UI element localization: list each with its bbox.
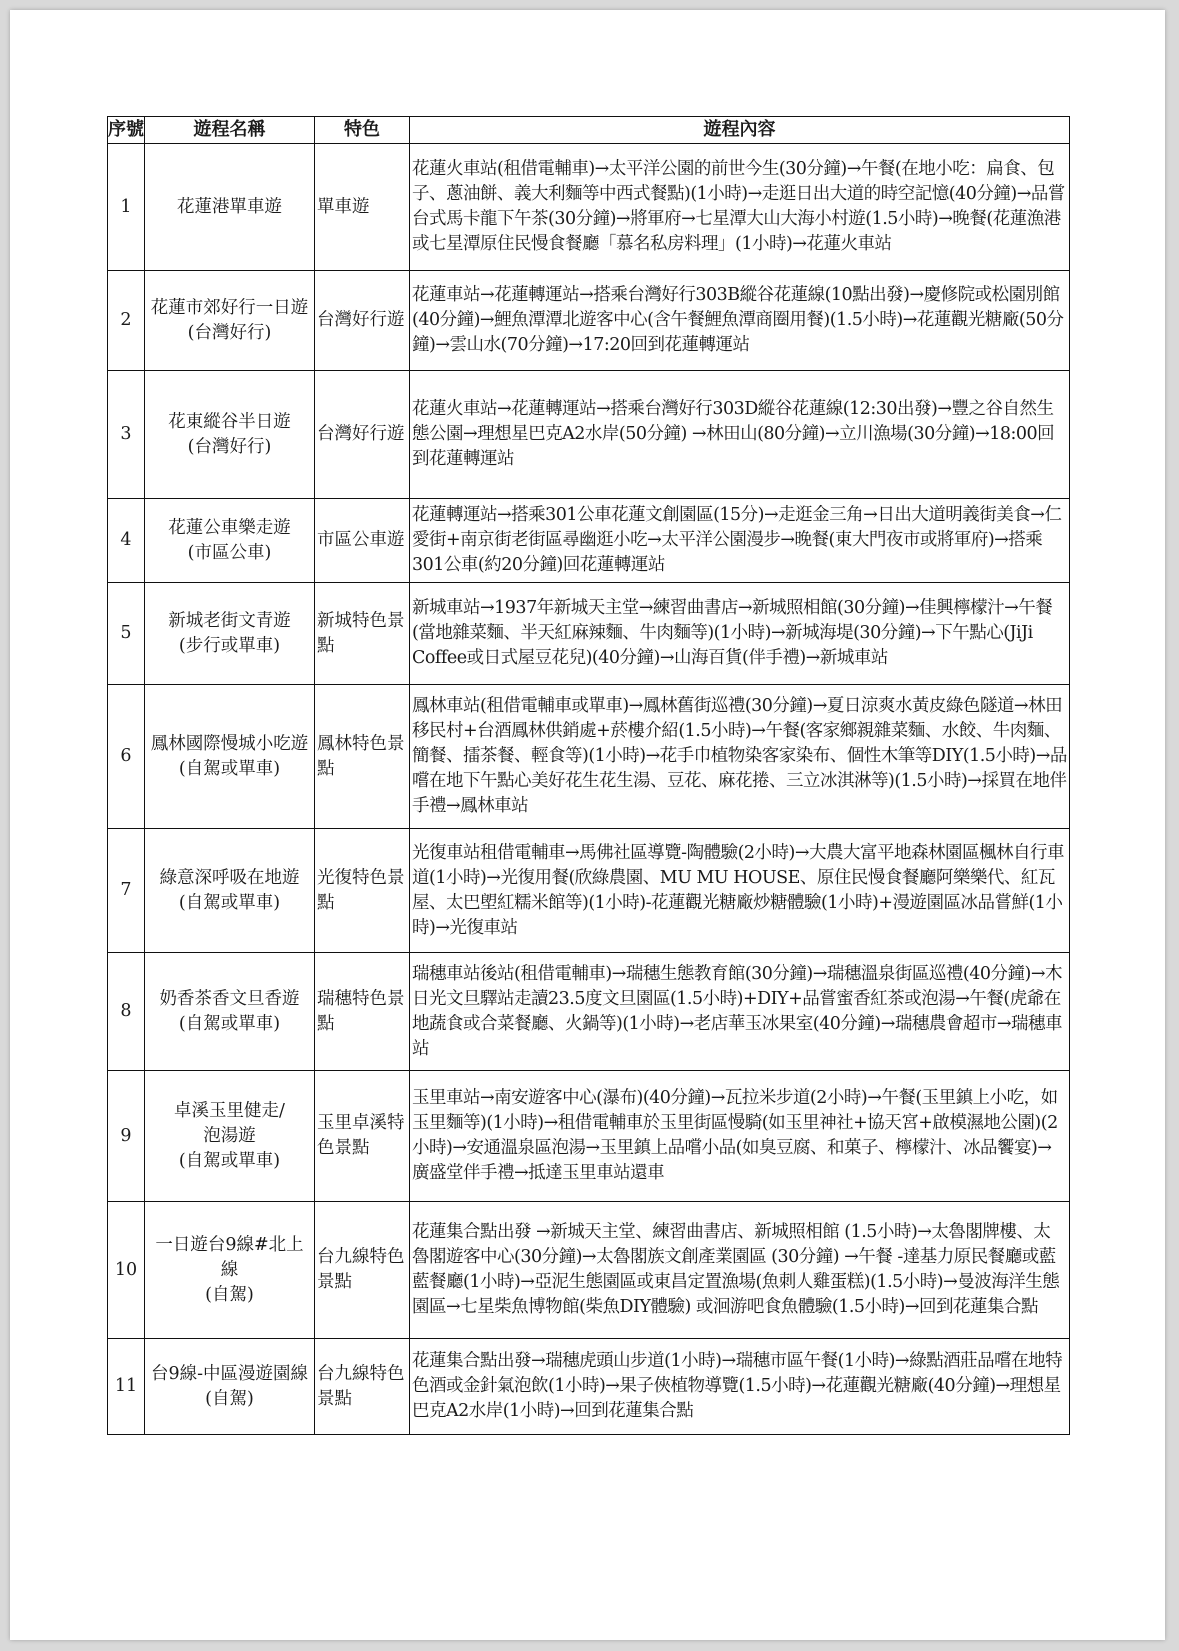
row-name: 鳳林國際慢城小吃遊 (自駕或單車) [145,685,315,829]
header-num: 序號 [108,117,145,144]
row-num: 9 [108,1071,145,1202]
row-name: 一日遊台9線#北上線 (自駕) [145,1202,315,1339]
row-content: 瑞穗車站後站(租借電輔車)→瑞穗生態教育館(30分鐘)→瑞穗溫泉街區巡禮(40分鐘)→木日光文旦驛站走讀23.5度文旦園區(1.5小時)+DIY+品嘗蜜香紅茶或泡湯→午餐(虎爺在地蔬食或合菜餐廳、火鍋等)(1小時)→老店華玉冰果室(40分鐘)→瑞穗農會超市→瑞穗車站 [410,953,1070,1071]
header-name: 遊程名稱 [145,117,315,144]
row-content: 花蓮車站→花蓮轉運站→搭乘台灣好行303B縱谷花蓮線(10點出發)→慶修院或松園別館(40分鐘)→鯉魚潭潭北遊客中心(含午餐鯉魚潭商圈用餐)(1.5小時)→花蓮觀光糖廠(50分鐘)→雲山水(70分鐘)→17:20回到花蓮轉運站 [410,271,1070,371]
row-feature: 台九線特色景點 [315,1202,410,1339]
row-content: 花蓮火車站→花蓮轉運站→搭乘台灣好行303D縱谷花蓮線(12:30出發)→豐之谷自然生態公園→理想星巴克A2水岸(50分鐘) →林田山(80分鐘)→立川漁場(30分鐘)→18:00回到花蓮轉運站 [410,371,1070,499]
row-feature: 市區公車遊 [315,499,410,583]
table-row [108,953,1070,1071]
row-num: 2 [108,271,145,371]
row-num: 1 [108,144,145,271]
row-content: 花蓮集合點出發 →新城天主堂、練習曲書店、新城照相館 (1.5小時)→太魯閣牌樓、太魯閣遊客中心(30分鐘)→太魯閣族文創產業園區 (30分鐘) →午餐 -達基力原民餐廳或藍藍餐廳(1小時)→亞泥生態園區或東昌定置漁場(魚刺人雞蛋糕)(1.5小時)→曼波海洋生態園區→七星柴魚博物館(柴魚DIY體驗) 或洄游吧食魚體驗(1.5小時)→回到花蓮集合點 [410,1202,1070,1339]
row-name: 卓溪玉里健走/ 泡湯遊 (自駕或單車) [145,1071,315,1202]
row-num: 4 [108,499,145,583]
header-content: 遊程內容 [410,117,1070,144]
table-row [108,1339,1070,1435]
table-row [108,144,1070,271]
table-row [108,685,1070,829]
table-row [108,583,1070,685]
row-name: 花蓮公車樂走遊 (市區公車) [145,499,315,583]
row-content: 花蓮轉運站→搭乘301公車花蓮文創園區(15分)→走逛金三角→日出大道明義街美食→仁愛街+南京街老街區尋幽逛小吃→太平洋公園漫步→晚餐(東大門夜市或將軍府)→搭乘301公車(約20分鐘)回花蓮轉運站 [410,499,1070,583]
row-num: 3 [108,371,145,499]
table-row [108,1202,1070,1339]
row-num: 6 [108,685,145,829]
row-name: 綠意深呼吸在地遊 (自駕或單車) [145,829,315,953]
row-content: 光復車站租借電輔車→馬佛社區導覽-陶體驗(2小時)→大農大富平地森林園區楓林自行車道(1小時)→光復用餐(欣綠農園、MU MU HOUSE、原住民慢食餐廳阿樂樂代、紅瓦屋、太巴塱紅糯米館等)(1小時)-花蓮觀光糖廠炒糖體驗(1小時)+漫遊園區冰品嘗鮮(1小時)→光復車站 [410,829,1070,953]
row-content: 新城車站→1937年新城天主堂→練習曲書店→新城照相館(30分鐘)→佳興檸檬汁→午餐(當地雜菜麵、半天紅麻辣麵、牛肉麵等)(1小時)→新城海堤(30分鐘)→下午點心(JiJi Coffee或日式屋豆花兒)(40分鐘)→山海百貨(伴手禮)→新城車站 [410,583,1070,685]
row-name: 花蓮港單車遊 [145,144,315,271]
table-row [108,1071,1070,1202]
row-content: 鳳林車站(租借電輔車或單車)→鳳林舊街巡禮(30分鐘)→夏日涼爽水黃皮綠色隧道→林田移民村+台酒鳳林供銷處+菸樓介紹(1.5小時)→午餐(客家鄉親雜菜麵、水餃、牛肉麵、簡餐、擂茶餐、輕食等)(1小時)→花手巾植物染客家染布、個性木筆等DIY(1.5小時)→品嚐在地下午點心美好花生花生湯、豆花、麻花捲、三立冰淇淋等)(1.5小時)→採買在地伴手禮→鳳林車站 [410,685,1070,829]
itinerary-table [107,116,1070,1435]
row-feature: 台灣好行遊 [315,371,410,499]
table-row [108,829,1070,953]
header-feature: 特色 [315,117,410,144]
row-feature: 台灣好行遊 [315,271,410,371]
row-content: 花蓮火車站(租借電輔車)→太平洋公園的前世今生(30分鐘)→午餐(在地小吃：扁食、包子、蔥油餅、義大利麵等中西式餐點)(1小時)→走逛日出大道的時空記憶(40分鐘)→品嘗台式馬卡龍下午茶(30分鐘)→將軍府→七星潭大山大海小村遊(1.5小時)→晚餐(花蓮漁港或七星潭原住民慢食餐廳「慕名私房料理」(1小時)→花蓮火車站 [410,144,1070,271]
row-feature: 瑞穗特色景點 [315,953,410,1071]
row-feature: 玉里卓溪特色景點 [315,1071,410,1202]
row-name: 花蓮市郊好行一日遊 (台灣好行) [145,271,315,371]
table-row [108,371,1070,499]
row-num: 5 [108,583,145,685]
row-feature: 台九線特色景點 [315,1339,410,1435]
row-num: 10 [108,1202,145,1339]
row-name: 奶香茶香文旦香遊 (自駕或單車) [145,953,315,1071]
table-row [108,499,1070,583]
row-content: 花蓮集合點出發→瑞穗虎頭山步道(1小時)→瑞穗市區午餐(1小時)→綠點酒莊品嚐在地特色酒或金針氣泡飲(1小時)→果子俠植物導覽(1.5小時)→花蓮觀光糖廠(40分鐘)→理想星巴克A2水岸(1小時)→回到花蓮集合點 [410,1339,1070,1435]
row-feature: 新城特色景點 [315,583,410,685]
row-name: 花東縱谷半日遊 (台灣好行) [145,371,315,499]
row-name: 台9線-中區漫遊園線 (自駕) [145,1339,315,1435]
row-feature: 鳳林特色景點 [315,685,410,829]
row-num: 8 [108,953,145,1071]
row-num: 11 [108,1339,145,1435]
row-content: 玉里車站→南安遊客中心(瀑布)(40分鐘)→瓦拉米步道(2小時)→午餐(玉里鎮上小吃，如玉里麵等)(1小時)→租借電輔車於玉里街區慢騎(如玉里神社+協天宮+啟模濕地公園)(2小時)→安通溫泉區泡湯→玉里鎮上品嚐小品(如臭豆腐、和菓子、檸檬汁、冰品饗宴)→廣盛堂伴手禮→抵達玉里車站還車 [410,1071,1070,1202]
table-row [108,271,1070,371]
row-feature: 光復特色景點 [315,829,410,953]
row-name: 新城老街文青遊 (步行或單車) [145,583,315,685]
row-feature: 單車遊 [315,144,410,271]
document-page [10,10,1165,1640]
table-header-row [108,117,1070,144]
row-num: 7 [108,829,145,953]
